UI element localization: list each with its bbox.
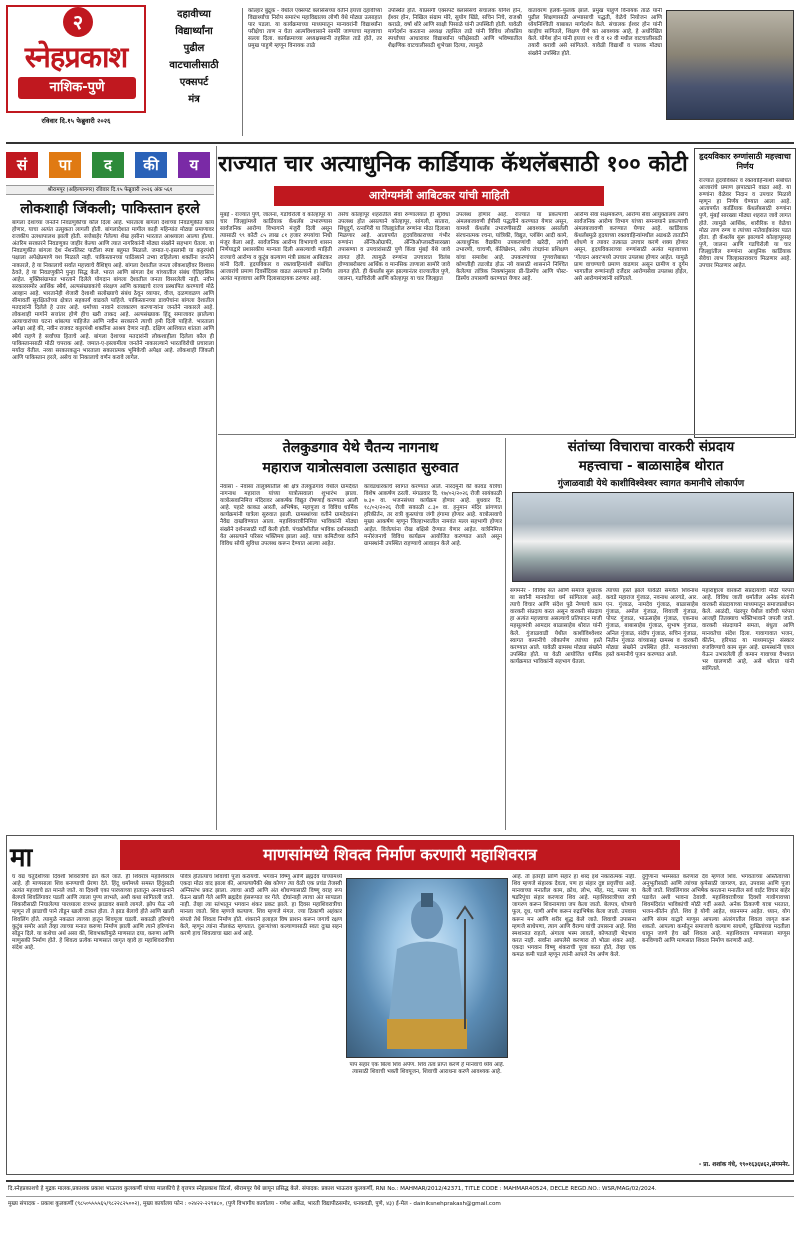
- telkudgaon-headline: [218, 438, 503, 478]
- promo-line: दहावीच्या: [177, 9, 211, 20]
- top-story-col-2: उपस्थित होते. याप्रसंगी एक्सपर्ट क्लासेसचे संचालक योगेश होन, ईश्वर होन, निखिल संग्राम मोरे, सुयोग खिंडे, सचिन निचे, राजश्री कराळे, वर्षा थोरे आणि साक्षी पिसाळे यांनी उपस्थिती होती. यावेळी मार्गदर्शन करताना अध्यक्ष तहसिल ताडे यांनी विविध लोकप्रिय स्पर्धांच्या आधारावर विद्यार्थ्यांना परीक्षेसाठी आणि भविष्यातील शैक्षणिक वाटचालीसाठी शुभेच्छा दिल्या, त्यामुळे: [388, 8, 522, 50]
- varkari-headline: [508, 438, 794, 476]
- shivratri-col-3: आहे. तो इतरही प्राणि संहार हा शब्द इथे नकारात्मक नाही. शिव म्हणजे संहारक देवता, पण हा संहार दुष्ट प्रवृत्तींचा आहे. मानवाच्या मनातील काम, क्रोध, लोभ, मोह, मद, मत्सर या षडरिपूंचा संहार करणारा शिव आहे. महाशिवरात्रीच्या रात्री जागरण करून शिवनामाचा जप केला जातो. बेलपत्र, धोत्र्याचे फूल, दूध, पाणी अर्पण करून रुद्राभिषेक केला जातो. उपवास करून मन आणि शरीर शुद्ध केले जाते. शिवाची उपासना म्हणजे साधेपणा, त्याग आणि वैराग्य यांची उपासना आहे. शिव स्मशानात राहतो, अंगाला भस्म लावतो, कोणताही भेदभाव करत नाही. सर्वांना आपलेसे करणारा तो भोळा शंकर आहे. एकदा भगवान विष्णू शंकराची पूजा करत होते, तेव्हा एक कमळ कमी पडले म्हणून त्यांनी आपले नेत्र अर्पण केले.: [512, 874, 636, 959]
- issue-date: रविवार दि.१५ फेब्रुवारी २०२६: [41, 117, 111, 125]
- promo-line: एक्सपर्ट: [179, 77, 209, 88]
- edition-city: नाशिक-पुणे: [18, 77, 136, 99]
- telkudgaon-col-1: नेवासा - नेवासा तालुक्यातील श्री क्षेत्र तेलकुडगाव येथील ग्रामदैवत नागनाथ महाराज यांच्या यात्रोत्सवाला शुभारंभ झाला. यात्रोत्सवानिमित्त मंदिरावर आकर्षक विद्युत रोषणाई करण्यात आली आहे. पहाटे काकड आरती, अभिषेक, महापूजा व विविध धार्मिक कार्यक्रमांनी यात्रेला सुरुवात झाली. ग्रामस्थांच्या वतीने ग्रामदेवतांना नैवेद्य दाखविण्यात आला. महाशिवरात्रीनिमित्त भाविकांनी मोठ्या संख्येने दर्शनासाठी गर्दी केली होती. पंचक्रोशीतील भाविक दर्शनासाठी येत असल्याने परिसर भक्तिमय झाला आहे. यात्रा कमिटीच्या वतीने विविध सोयी सुविधा उपलब्ध करून देण्यात आल्या आहेत.: [220, 484, 358, 547]
- editorial-label-letter: द: [92, 152, 124, 178]
- promo-line: मंत्र: [188, 94, 200, 105]
- headline-line: महत्त्वाचा - बाळासाहेब थोरात: [578, 458, 724, 474]
- editorial-body: बांगला देशाच्या जनतेने निवडणुकीचा कौल दिला आहे. भारताला बांगला देशाच्या निवडणुकीत काय होणार, याचा अत्यंत उत्सुकता लागली होती. बांगलादेशात मागील काही महिन्यांत मोठ्या प्रमाणावर राजकीय उलथापालथ झाली होती. सत्तेबाहेर गेलेल्या शेख हसीना भारतात आश्रयाला आल्या होत्या. अंतरिम सरकारने निवडणुका जाहीर केल्या आणि त्यात नागरिकांनी मोठ्या संख्येने सहभाग घेतला. या निवडणुकीत बांगला देश नॅशनलिस्ट पार्टीला स्पष्ट बहुमत मिळाले. जमात-ए-इस्लामी या कट्टरपंथी पक्षाला अपेक्षेप्रमाणे यश मिळाले नाही. पाकिस्तानच्या पाठिंब्याने उभ्या राहिलेल्या शक्तींना जनतेने नाकारले, हे या निकालाचे सर्वात महत्त्वाचे वैशिष्ट्य आहे. बांगला देशातील जनता लोकशाहीवर विश्वास ठेवते, हे या निवडणुकीने पुन्हा सिद्ध केले. भारत आणि बांगला देश यांच्यातील संबंध ऐतिहासिक आहेत. मुक्तिसंग्रामात भारताने दिलेले योगदान बांगला देशातील जनता विसरलेली नाही. नवीन सरकारसमोर आर्थिक स्थैर्य, अल्पसंख्याकांचे संरक्षण आणि कायद्याचे राज्य प्रस्थापित करण्याचे मोठे आव्हान आहे. भारतानेही शेजारी देशाशी सलोख्याचे संबंध ठेवून व्यापार, वीज, दळणवळण आणि सीमावर्ती सुरक्षिततेच्या क्षेत्रात सहकार्य वाढवले पाहिजे. पाकिस्तानच्या डावपेचांना बांगला देशातील मतदारांनी दिलेले हे उत्तर आहे. धर्माच्या नावाने राजकारण करणाऱ्यांना जनतेने नाकारले आहे. लोकशाही मार्गाने सत्तांतर होणे हीच खरी ताकद आहे. अल्पसंख्याक हिंदू समाजावर झालेल्या अत्याचारांच्या घटना थांबल्या पाहिजेत आणि नवीन सरकारने त्याची हमी दिली पाहिजे. भारताला अपेक्षा आहे की, नवीन राजवट कट्टरपंथी शक्तींना आश्रय देणार नाही. दक्षिण आशियात शांतता आणि स्थैर्य राहणे हे सर्वांच्या हिताचे आहे. बांगला देशाच्या मतदारांनी लोकशाहीला दिलेला कौल ही पाकिस्तानसाठी मोठी चपराक आहे. जमात-ए-इस्लामीला जनतेने नाकारल्याने भारतविरोधी प्रचाराला मर्यादा येतील. नव्या सरकारकडून भारताला सकारात्मक भूमिकेची अपेक्षा आहे. लोकशाही जिंकली आणि पाकिस्तान हरले, असेच या निकालाचे वर्णन करावे लागेल.: [12, 220, 214, 361]
- shiva-photo-caption: पाप संहार एक बिल्व शिव अर्पण. शिव तत्व प्राप्त करणे हे मानवाचे ध्येय आहे. त्यासाठी शिवाची भक्ती शिवपूजन, शिवाची आराधना करणे आवश्यक आहे.: [349, 1062, 505, 1076]
- promo-line: विद्यार्थ्यांना: [175, 26, 213, 37]
- shivratri-headline: माणसांमध्ये शिवत्व निर्माण करणारी महाशिवरात्र: [120, 840, 680, 870]
- editorial-label-letter: य: [178, 152, 210, 178]
- imprint-footer: [6, 1180, 794, 1254]
- top-story-col-3: वातावरण हलके-फुलके झाले. प्रमुख पाहुणे विनायक ताळे यांनी पुढील शिक्षणासाठी अभ्यासाची पद्धती, वेळेचे नियोजन आणि ध्येयनिश्चिती याबाबत मार्गदर्शन केले. संचालक ईश्वर होन यांनी काहीच सांगितले, शिक्षण घेणे का आवश्यक आहे, हे अधोरेखित केले. योगेश होन यांनी इयत्ता ११ वी व १२ वी मधील वाटचालीसाठी तयारी करावी असे सांगितले. यावेळी विद्यार्थी व पालक मोठ्या संख्येने उपस्थित होते.: [528, 8, 662, 57]
- varkari-col-2: त्यांच्या हस्ते झाले यावेळी समवेत शिवनाथ कवडे महाराज गुंजाळ, नवनाथ आरगडे, आर. एन. गुंजाळ, नामदेव गुंजाळ, बाळासाहेब गुंजाळ, अमोल गुंजाळ, शिवाजी गुंजाळ, पोपट गुंजाळ, भाऊसाहेब गुंजाळ, एकनाथ गुंजाळ, बाबासाहेब गुंजाळ, सुभाष गुंजाळ, अनिल गुंजाळ, संदीप गुंजाळ, सचिन गुंजाळ, नितीन गुंजाळ यांच्यासह ग्रामस्थ व वारकरी मोठ्या संख्येने उपस्थित होते. मान्यवरांच्या हस्ते कमानीचे पूजन करण्यात आले.: [606, 588, 698, 658]
- shivratri-col-1: घ वद्य चतुर्दशीच्या दिवशी शिवरात्रीचे व्रत केले जाते. ही शिवरात्र महाशिवरात्र आहे. ही माणसाला शिव बनण्याची प्रेरणा देते. हिंदू धर्मामध्ये समस्त हिंदूंसाठी अत्यंत महत्त्वाचे व्रत मानले जाते. या दिवशी एका पारध्याच्या हातातून अनवधानाने बेलपत्रे शिवलिंगावर पडली आणि त्याला पुण्य लाभले, अशी कथा सांगितली जाते. शिकारीसाठी निघालेल्या पारध्याला रात्रभर झाडावर बसावे लागले. झोप येऊ नये म्हणून तो झाडाची पाने तोडून खाली टाकत होता. ते झाड बेलाचे होते आणि खाली शिवलिंग होते. त्यामुळे नकळत त्याच्या हातून शिवपूजा घडली. सकाळी हरिणांचे कुटुंब समोर आले तेव्हा त्याच्या मनात करुणा निर्माण झाली आणि त्याने हरिणांना सोडून दिले. या कथेचा अर्थ असा की, शिवभक्तीमुळे माणसात दया, करुणा आणि माणुसकी निर्माण होते. हे शिवत्व प्रत्येक माणसात जागृत व्हावे हा महाशिवरात्रीचा संदेश आहे.: [12, 874, 174, 951]
- shivratri-col-2: पवित्र होतात्याच शिवाची पूजा करायची. भगवान विष्णू आणि ब्रह्मदेव यांच्यामध्ये एकदा मोठा वाद झाला की, आपल्यापैकी श्रेष्ठ कोण? त्या वेळी एक प्रचंड तेजस्वी अग्निस्तंभ प्रकट झाला. त्याचा आदी आणि अंत शोधण्यासाठी विष्णू वराह रूप घेऊन खाली गेले आणि ब्रह्मदेव हंसरूपात वर गेले. दोघांनाही त्याचा अंत सापडला नाही. तेव्हा त्या स्तंभातून भगवान शंकर प्रकट झाले. हा दिवस महाशिवरात्रीचा मानला जातो. शिव म्हणजे कल्याण. शिव म्हणजे मंगल. ज्या ठिकाणी अहंकार संपतो तेथे शिवत्व निर्माण होते. शंकराने हलाहल विष प्राशन करून जगाचे रक्षण केले, म्हणून त्यांना नीलकंठ म्हणतात. दुसऱ्यांच्या कल्याणासाठी स्वतः दुःख सहन करणे हाच शिवत्वाचा खरा अर्थ आहे.: [180, 874, 342, 937]
- shivratri-col-4: दुर्गुणांना भस्मसात करणारा देव म्हणजे शिव. भगवंताच्या अस्तित्वाच्या अनुभूतीसाठी आणि त्यांच्या कृपेसाठी जागरण, व्रत, उपवास आणि पूजा केली जाते. शिवलिंगावर अभिषेक करताना मनातील सर्व वाईट विचार बाहेर पडावेत अशी भावना ठेवावी. महाशिवरात्रीच्या दिवशी गावोगावच्या शिवमंदिरांत भाविकांची मोठी गर्दी असते. अनेक ठिकाणी यात्रा भरतात, भजन-कीर्तन होते. शिव हे योगी आहेत, ध्यानमग्न आहेत. ध्यान, योग आणि संयम याद्वारे माणूस आपल्या अंतरंगातील शिवत्व जागृत करू शकतो. आपल्या कर्मातून समाजाचे कल्याण साधणे, दुःखितांच्या मदतीला धावून जाणे हेच खरे शिवत्व आहे. महाशिवरात्र माणसाला माणूस बनविणारी आणि माणसात शिवत्व निर्माण करणारी आहे.: [642, 874, 790, 944]
- headline-line: तेलकुडगाव येथे चैतन्य नागनाथ: [282, 440, 439, 456]
- main-story-col-4: आरोग्य सेवा सक्षमकरण, आरोग्य सेवा आयुक्तालय तसेच सार्वजनिक आरोग्य विभाग यांच्या समन्वयाने प्रकल्पाची अंमलबजावणी करण्यात येणार आहे. कार्डियाक कॅथलॅबमुळे हृदयाच्या रक्तवाहिन्यांमधील अडथळे तातडीने शोधणे व त्यावर तत्काळ उपचार करणे शक्य होणार असून, हृदयविकाराच्या रुग्णांसाठी अत्यंत महत्त्वाच्या 'गोल्डन अवर'मध्ये उपचार उपलब्ध होणार आहेत. यामुळे प्राण वाचण्याचे प्रमाण वाढणार असून ग्रामीण व दुर्गम भागातील रुग्णांनाही दर्जेदार आरोग्यसेवा उपलब्ध होईल, असे आरोग्यमंत्र्यांनी सांगितले.: [574, 212, 688, 282]
- top-story-col-1: कोल्हार बुद्रुक - येथील एक्सपर्ट क्लासेसच्या वतीने इयत्ता दहावीच्या विद्यार्थ्यांचा निरोप समारंभ महाविद्यालय लोणी येथे मोठ्या उत्साहात पार पडला. या कार्यक्रमाच्या माध्यमातून मान्यवरांनी विद्यार्थ्यांना परीक्षेचा ताण न घेता आत्मविश्वासाने सामोरे जाण्याचा महत्त्वाचा सल्ला दिला. कार्यक्रमाच्या अध्यक्षस्थानी तहसिल ताडे होते, तर प्रमुख पाहुणे म्हणून विनायक ताळे: [248, 8, 382, 50]
- shiva-idol-photo: [346, 878, 508, 1058]
- promo-line: वाटचालीसाठी: [169, 60, 219, 71]
- editorial-label-letter: की: [135, 152, 167, 178]
- imprint-line-2: मुख्य संपादक - प्रकाश कुलकर्णी (९८५०५५५५६५/९८२२८२५००२), मुख्य कार्यालय फोन : ०२४२२-२२९४८०, (पुणे विभागीय कार्यालय - गणेश अर्केड, भारती विद्यापीठसमोर, धनकवडी, पुणे, ४३) ई-मेल - dainiksnehprakash@gmail.com: [6, 1196, 794, 1208]
- photo-students-meeting: [666, 10, 794, 120]
- main-story-col-3: उपलब्ध होणार आहे. राज्यात या प्रकल्पांची अंमलबजावणी ईपीसी पद्धतीने करण्यात येणार असून, यामध्ये कॅथलॅब उभारणीसाठी आवश्यक असलेली संरचनात्मक रचना, यांत्रिकी, विद्युत, प्लंबिंग आदी कामे, अत्याधुनिक वैद्यकीय उपकरणांची खरेदी, त्यांची उभारणी, चाचणी, कॅलिब्रेशन, तसेच तंत्रज्ञांना प्रशिक्षण यांचा समावेश आहे. उपकरणांच्या गुणवत्तेबाबत कोणतीही तडजोड होऊ नये यासाठी शासनाने निश्चित केलेल्या तांत्रिक निकषांनुसार प्री-डिस्पॅच आणि पोस्ट-डिस्पॅच तपासणी करण्यात येणार आहे.: [456, 212, 568, 282]
- main-story-col-1: मुंबई - राज्यात पुणे, जालना, गडचिरोली व कोल्हापूर या चार जिल्ह्यांमध्ये कार्डियाक कॅथलॅब उभारण्यास सार्वजनिक आरोग्य विभागाने मंजुरी दिली असून त्यासाठी ९९ कोटी ८५ लाख ८१ हजार रुपयांचा निधी मंजूर केला आहे. सार्वजनिक आरोग्य विभागाचे शासन निर्णयाद्वारे प्रशासकीय मान्यता दिली असल्याची माहिती राज्याचे आरोग्य व कुटुंब कल्याण मंत्री प्रकाश आबिटकर यांनी दिली. हृदयविकार व रक्तवाहिन्यांशी संबंधित आजारांचे प्रमाण दिवसेंदिवस वाढत असल्याने हा निर्णय अत्यंत महत्त्वाचा आणि दिलासादायक ठरणार आहे.: [220, 212, 332, 282]
- main-headline: राज्यात चार अत्याधुनिक कार्डियाक कॅथलॅबसाठी १०० कोटी: [218, 152, 688, 177]
- editorial-label-letter: सं: [6, 152, 38, 178]
- varkari-col-3: महाराष्ट्राला वारकरी संप्रदायाची मोठी परंपरा आहे. विविध जाती धर्मातील अनेक संतांनी वारकरी संप्रदायाच्या माध्यमातून समाजप्रबोधन केले. आळंदी, पंढरपूर येथील वारीची परंपरा आजही तितक्याच भक्तिभावाने जपली जाते. वारकरी संप्रदायाने समता, बंधुता आणि मानवतेचा संदेश दिला. गावागावात भजन, कीर्तन, हरिपाठ या माध्यमातून संस्कार रुजविण्याचे काम सुरू आहे. ग्रामस्थांनी एकत्र येऊन उभारलेली ही कमान गावाच्या वैभवात भर घालणारी आहे, असे थोरात यांनी सांगितले.: [702, 588, 794, 673]
- newspaper-name: स्नेहप्रकाश: [24, 40, 128, 74]
- sidebar-body: राज्यात हृदयविकार व रक्तवाहिन्यांशी संबंधित आजारांचे प्रमाण झपाट्याने वाढत आहे. या रुग्णांना वेळेवर निदान व उपचार मिळावे म्हणून हा निर्णय घेण्यात आला आहे. आतापर्यंत कार्डियाक कॅथलॅबसाठी रुग्णांना पुणे, मुंबई सारख्या मोठ्या शहरात जावे लागत होते. त्यामुळे आर्थिक, शारीरिक व वेळेचा मोठा ताण रुग्ण व त्यांच्या नातेवाईकांवर पडत होता. ही कॅथलॅब सुरू झाल्याने कोल्हापूरसह पुणे, जालना आणि गडचिरोली या चार जिल्ह्यांतील रुग्णांना आधुनिक कार्डियाक सेवेचा लाभ जिल्हास्तरावरच मिळणार आहे. उपचार मिळणार आहेत.: [699, 178, 791, 270]
- main-subheadline: आरोग्यमंत्री आबिटकर यांची माहिती: [274, 186, 604, 206]
- editorial-label-letter: पा: [49, 152, 81, 178]
- editorial-dateline: श्रीरामपूर (अहिल्यानगर) रविवार दि.१५ फेब्रुवारी २०२६ अंक ५६१: [6, 185, 214, 195]
- article-author: - प्रा. शशांक गंधे, ९९०१६३६४६२,संगमनेर.: [698, 1162, 790, 1168]
- promo-line: पुढील: [183, 43, 205, 54]
- promo-title: [150, 8, 238, 110]
- main-story-col-2: तसेच कोल्हापूर शहरातील सेवा रुग्णालयात ही सुविधा उपलब्ध होत असल्याने कोल्हापूर, सांगली, सातारा, सिंधुदुर्ग, रत्नागिरी या जिल्ह्यांतील रुग्णांना मोठा दिलासा मिळणार आहे. आतापर्यंत हृदयविकाराच्या गंभीर रुग्णांना ॲन्जिओग्राफी, ॲन्जिओप्लास्टीसारख्या तपासण्या व उपचारांसाठी पुणे किंवा मुंबई येथे जावे लागत होते. त्यामुळे रुग्णांना उपचारात विलंब होण्याबरोबरच आर्थिक व मानसिक ताणाला सामोरे जावे लागत होते. ही कॅथलॅब सुरू झाल्यानंतर राज्यातील पुणे, जालना, गडचिरोली आणि कोल्हापूर या चार जिल्ह्यात: [338, 212, 450, 282]
- headline-line: संतांच्या विचाराचा वारकरी संप्रदाय: [567, 439, 735, 455]
- shiva-figure-icon: [347, 879, 507, 1057]
- varkari-col-1: संगमनेर - विविध संत आणि समाज सुधारक या सर्वांनी मानवतेचा धर्म सांगितला आहे. त्याचे विचार आणि संदेश पुढे नेण्याचे काम वारकरी संप्रदाय करत असून वारकरी संप्रदाय हा अत्यंत महत्त्वाचा असल्याचे प्रतिपादन माजी महसूलमंत्री आमदार बाळासाहेब थोरात यांनी केले. गुंजाळवाडी येथील काशीविश्वेश्वर स्वागत कमानीचे लोकार्पण त्यांच्या हस्ते करण्यात आले. यावेळी ग्रामस्थ मोठ्या संख्येने उपस्थित होते. या वेळी आयोजित धार्मिक कार्यक्रमात भाविकांनी सहभाग घेतला.: [510, 588, 602, 665]
- telkudgaon-col-2: कावडधारकांचे स्वागत करण्यात आले. नारदमुनी की कावड यात्रेचा विशेष आकर्षण ठरली. मंगळवार दि. १७/०२/२०२६ रोजी सायंकाळी ७.३० वा. भजनसंध्या कार्यक्रम होणार आहे. बुधवार दि. १८/०२/२०२६ रोजी सकाळी ८.३० वा. हनुमान मंदिर प्रांगणात हरिकीर्तन, तर रात्री कुस्त्यांचा जंगी हंगामा होणार आहे. यात्रोत्सवाचे मुख्य आकर्षण म्हणून जिल्हाभरातील नामवंत मल्ल सहभागी होणार आहेत. विजेत्यांना रोख बक्षिसे देण्यात येणार आहेत. यात्रेनिमित्त मनोरंजनाचे विविध कार्यक्रम आयोजित करण्यात आले असून ग्रामस्थांनी उपस्थित राहण्याचे आवाहन केले आहे.: [364, 484, 502, 547]
- editorial-headline: लोकशाही जिंकली; पाकिस्तान हरले: [20, 201, 200, 217]
- headline-line: महाराज यात्रोत्सवाला उत्साहात सुरुवात: [262, 460, 459, 476]
- imprint-line-1: दि.स्नेहप्रकाशचे हे मुद्रक मालक,प्रकाशक प्रकाश भाऊराव कुलकर्णी यांच्या मालकीचे हे वृत्तपत्र स्नेहप्रकाश प्रिंटर्स, श्रीरामपूर येथे छापून प्रसिद्ध केले. संपादक: प्रकाश भाऊराव कुलकर्णी, RNI No.: MAHMAR/2012/42371, TITLE CODE : MAHMAR40524, DECLE REGD.NO.: WSR/MAG/02/2024.: [8, 1186, 657, 1192]
- sidebar-title: हृदयविकार रुग्णांसाठी महत्त्वाचा निर्णय: [699, 152, 791, 171]
- photo-kaman-inauguration: [512, 492, 794, 582]
- edition-number: २: [63, 7, 93, 37]
- varkari-subheadline: गुंजाळवाडी येथे काशीविश्वेश्वर स्वागत कमानीचे लोकार्पण: [557, 479, 745, 489]
- masthead-logo: [6, 5, 146, 113]
- dropcap: मा: [10, 843, 33, 873]
